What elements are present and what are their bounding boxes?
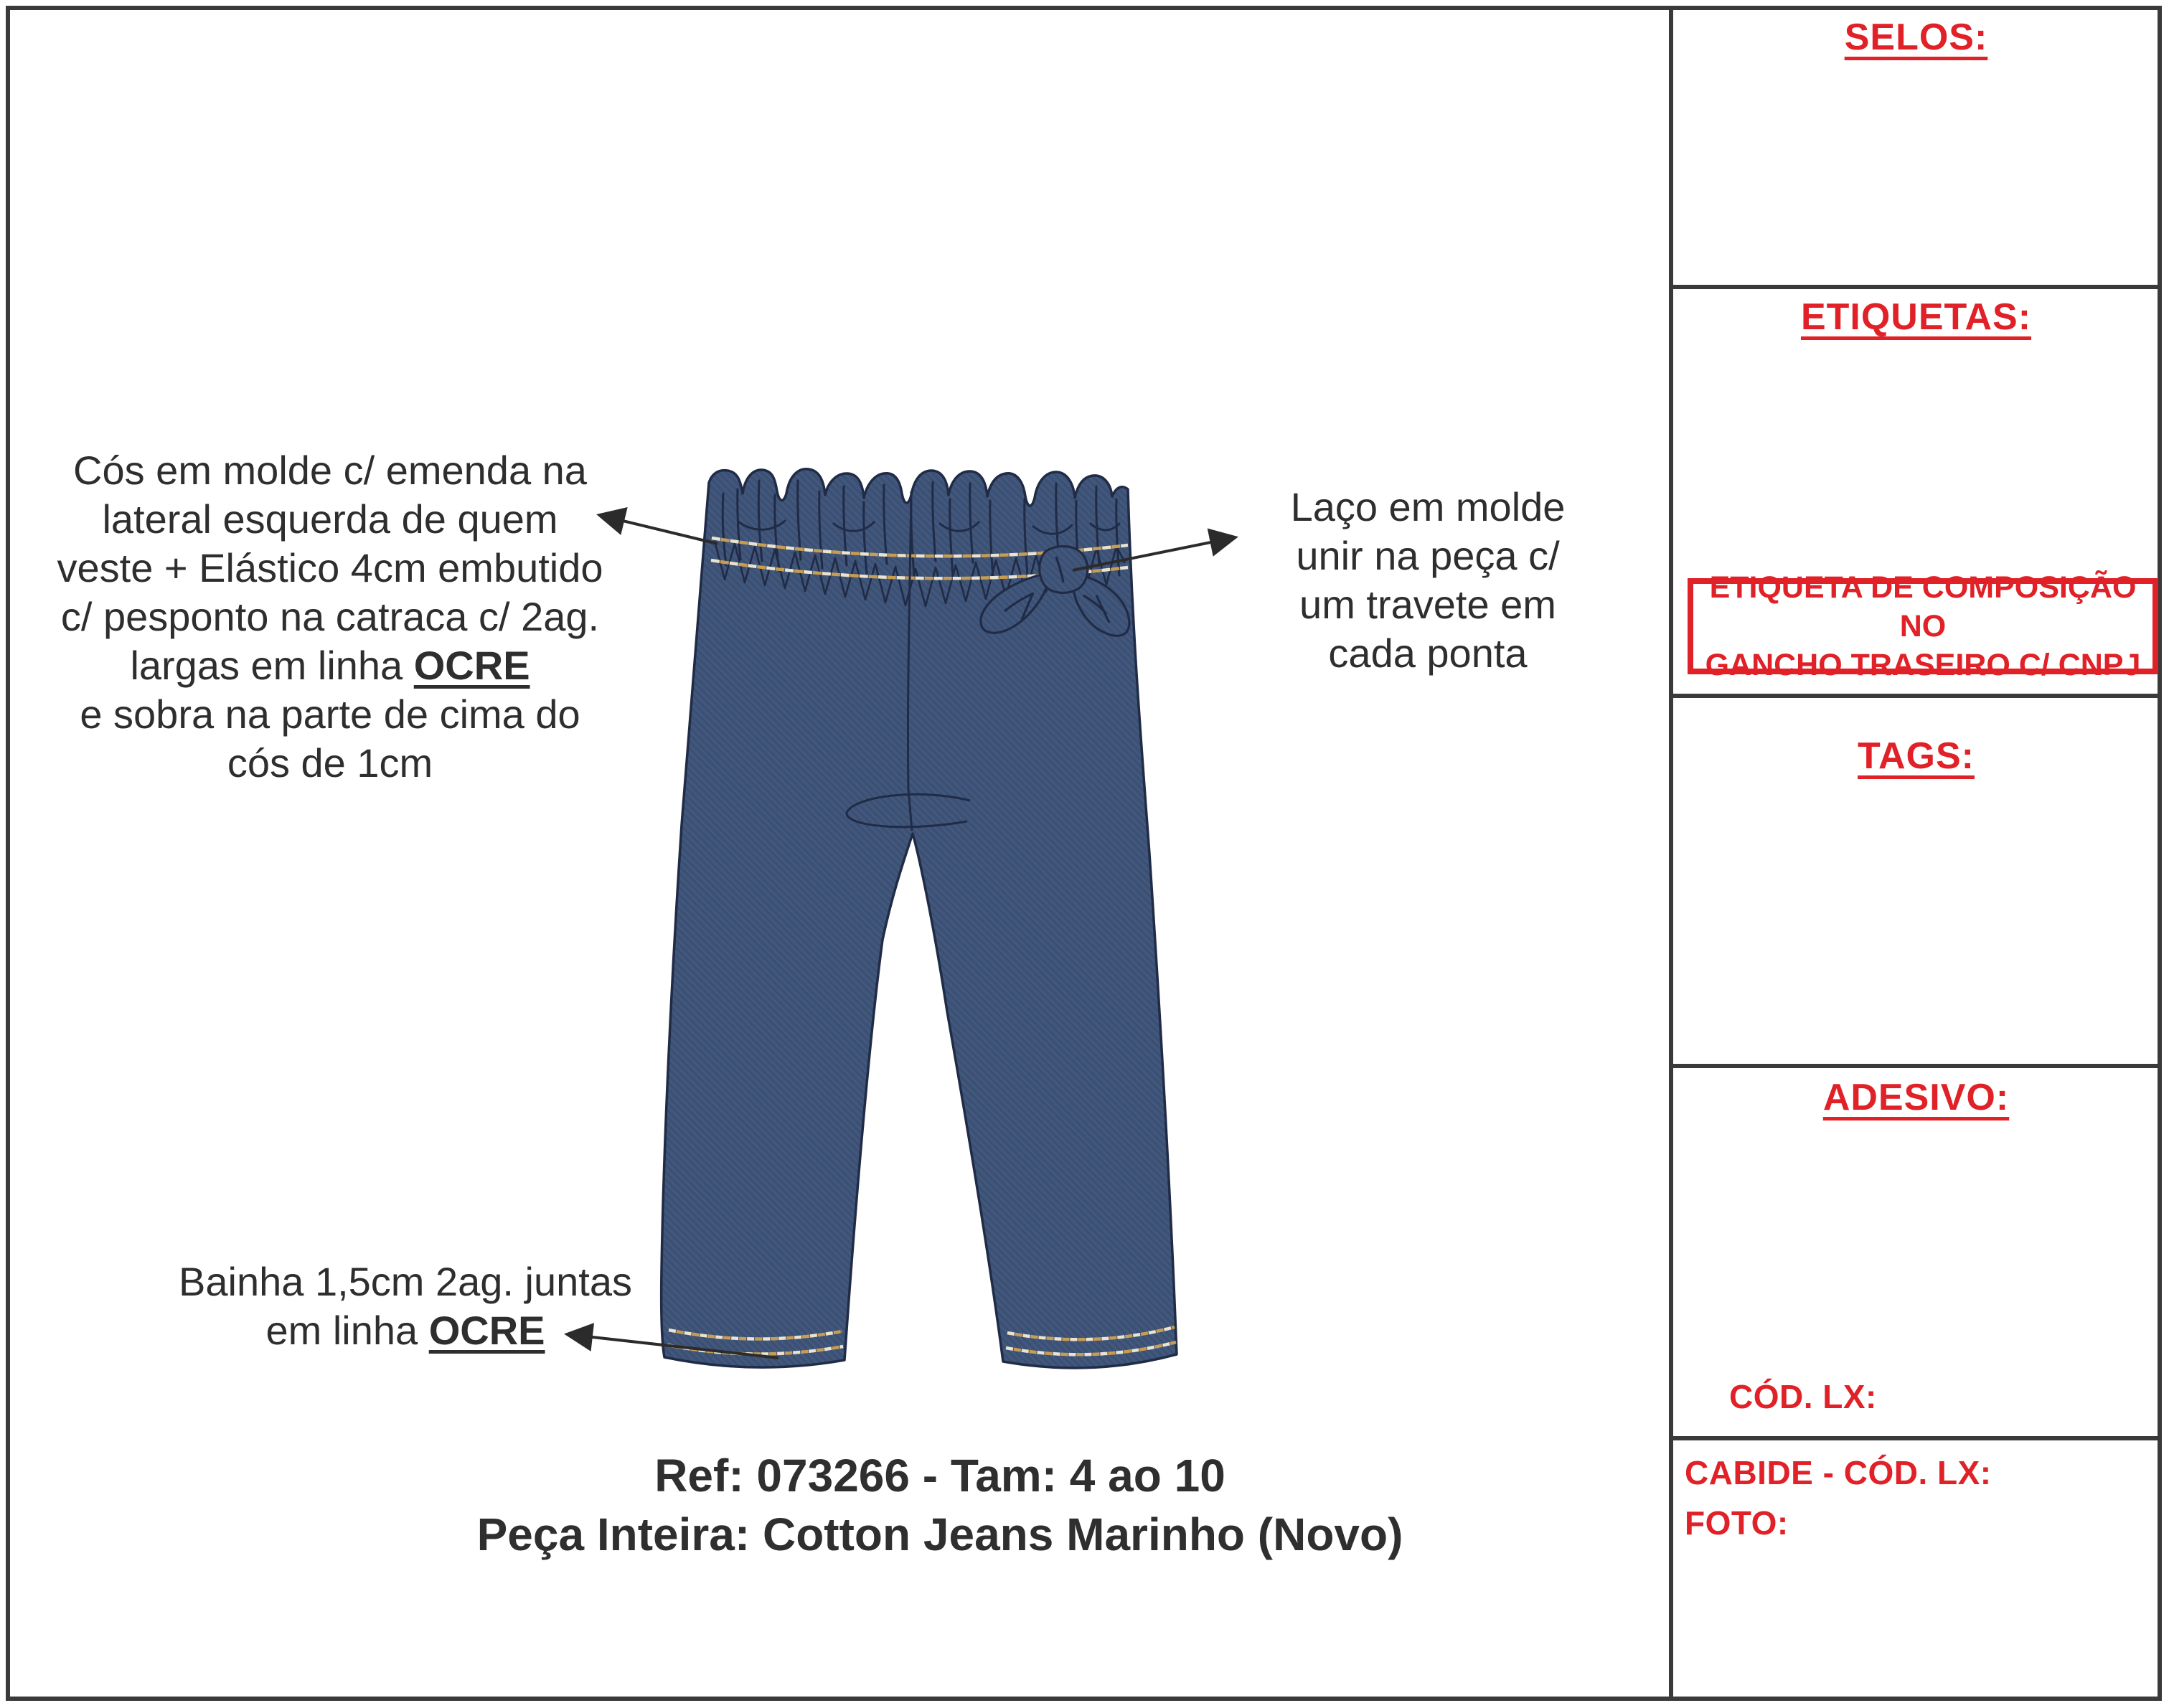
piece-description-line: Peça Inteira: Cotton Jeans Marinho (Novo) <box>476 1509 1403 1560</box>
etiquetas-section-label: ETIQUETAS: <box>1800 296 2032 338</box>
composition-label-note <box>1688 570 2158 682</box>
cod-lx-label: CÓD. LX: <box>1729 1378 1877 1415</box>
waistband-annotation-line7: cós de 1cm <box>227 740 433 785</box>
composition-note-line1: ETIQUETA DE COMPOSIÇÃO NO <box>1709 570 2137 643</box>
bow-annotation-line2: unir na peça c/ <box>1296 533 1560 578</box>
hem-annotation-line2: em linha OCRE <box>265 1308 545 1353</box>
bow-annotation-line4: cada ponta <box>1328 631 1528 676</box>
ocre-thread-highlight-hem: OCRE <box>428 1308 545 1353</box>
waistband-annotation-line5: largas em linha OCRE <box>130 643 530 688</box>
hem-annotation-line1: Bainha 1,5cm 2ag. juntas <box>179 1259 632 1304</box>
jeans-technical-drawing <box>631 452 1234 1384</box>
cabide-cod-lx-label: CABIDE - CÓD. LX: <box>1685 1454 1992 1491</box>
waistband-annotation <box>39 446 621 788</box>
bow-annotation <box>1263 483 1593 678</box>
reference-line: Ref: 073266 - Tam: 4 ao 10 <box>654 1450 1225 1501</box>
selos-section-label: SELOS: <box>1844 16 1988 58</box>
waistband-annotation-line4: c/ pesponto na catraca c/ 2ag. <box>60 594 600 639</box>
waistband-annotation-line3: veste + Elástico 4cm embutido <box>57 545 603 590</box>
bow-annotation-line3: um travete em <box>1299 582 1556 627</box>
hem-annotation <box>154 1258 657 1355</box>
panel-divider-vertical <box>1669 6 1673 1701</box>
waistband-annotation-line6: e sobra na parte de cima do <box>80 692 580 737</box>
divider-etiquetas-tags <box>1673 694 2159 698</box>
reference-title <box>294 1446 1586 1564</box>
waistband-annotation-line1: Cós em molde c/ emenda na <box>73 448 587 493</box>
waistband-annotation-line2: lateral esquerda de quem <box>102 496 558 542</box>
tags-section-label: TAGS: <box>1858 735 1975 777</box>
divider-adesivo-cabide <box>1673 1436 2159 1440</box>
divider-tags-adesivo <box>1673 1064 2159 1068</box>
adesivo-section-label: ADESIVO: <box>1822 1077 2010 1118</box>
composition-note-line2: GANCHO TRASEIRO C/ CNPJ <box>1705 648 2141 682</box>
foto-label: FOTO: <box>1685 1504 1789 1542</box>
ocre-thread-highlight: OCRE <box>413 643 530 688</box>
divider-selos-etiquetas <box>1673 285 2159 289</box>
bow-annotation-line1: Laço em molde <box>1290 484 1566 529</box>
